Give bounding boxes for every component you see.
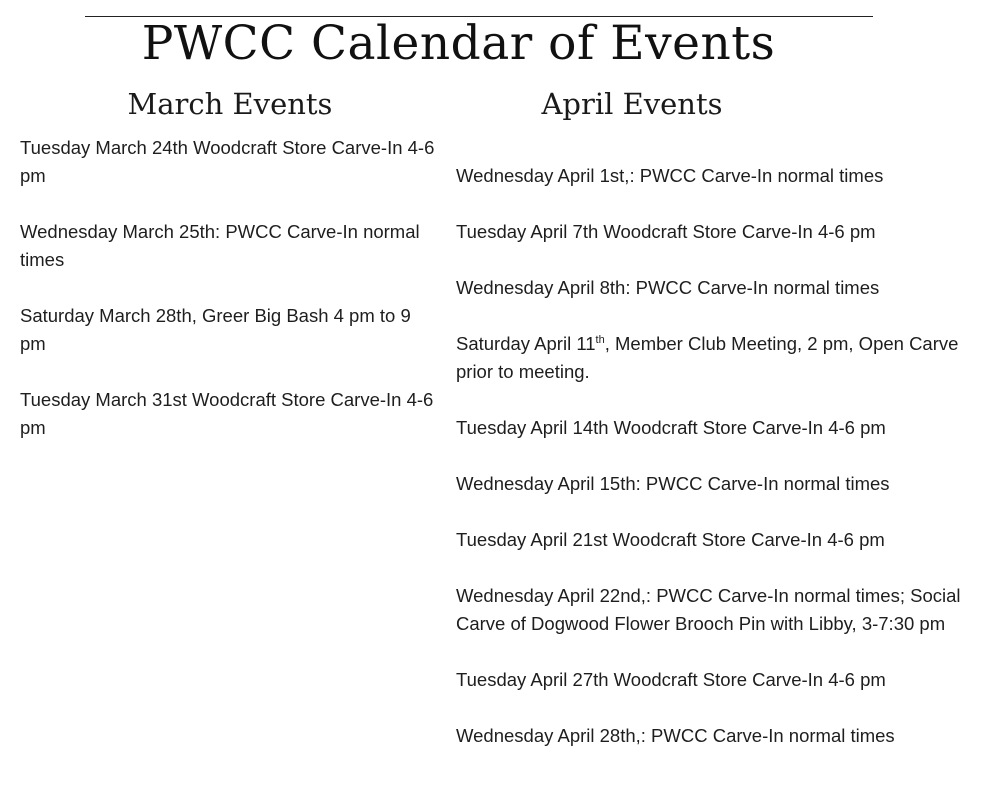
april-event-item: Wednesday April 1st,: PWCC Carve-In normal times	[456, 165, 884, 186]
march-event-item: Tuesday March 31st Woodcraft Store Carve-In 4-6 pm	[20, 389, 434, 438]
april-events-list	[456, 162, 976, 778]
ordinal-suffix: th	[595, 333, 605, 346]
march-events-list	[20, 134, 440, 470]
april-events-heading: April Events	[541, 87, 723, 121]
event-text-prefix: Saturday April 11	[456, 333, 596, 354]
page-title: PWCC Calendar of Events	[141, 16, 776, 71]
april-event-item	[456, 330, 976, 386]
april-event-item: Wednesday April 15th: PWCC Carve-In normal times	[456, 473, 890, 494]
april-event-item: Wednesday April 8th: PWCC Carve-In normal times	[456, 277, 880, 298]
march-event-item: Saturday March 28th, Greer Big Bash 4 pm to 9 pm	[20, 305, 411, 354]
event-text-suffix: , Member Club Meeting, 2 pm, Open Carve prior to meeting.	[456, 333, 959, 382]
april-event-item: Wednesday April 22nd,: PWCC Carve-In normal times; Social Carve of Dogwood Flower Brooch Pin with Libby, 3-7:30 pm	[456, 585, 961, 634]
april-event-item: Wednesday April 28th,: PWCC Carve-In normal times	[456, 725, 895, 746]
march-event-item: Tuesday March 24th Woodcraft Store Carve-In 4-6 pm	[20, 137, 435, 186]
march-events-heading: March Events	[127, 87, 333, 121]
april-event-item: Tuesday April 7th Woodcraft Store Carve-In 4-6 pm	[456, 221, 876, 242]
april-event-item: Tuesday April 27th Woodcraft Store Carve-In 4-6 pm	[456, 669, 886, 690]
march-event-item: Wednesday March 25th: PWCC Carve-In normal times	[20, 221, 420, 270]
april-event-item: Tuesday April 21st Woodcraft Store Carve-In 4-6 pm	[456, 529, 885, 550]
april-event-item: Tuesday April 14th Woodcraft Store Carve-In 4-6 pm	[456, 417, 886, 438]
